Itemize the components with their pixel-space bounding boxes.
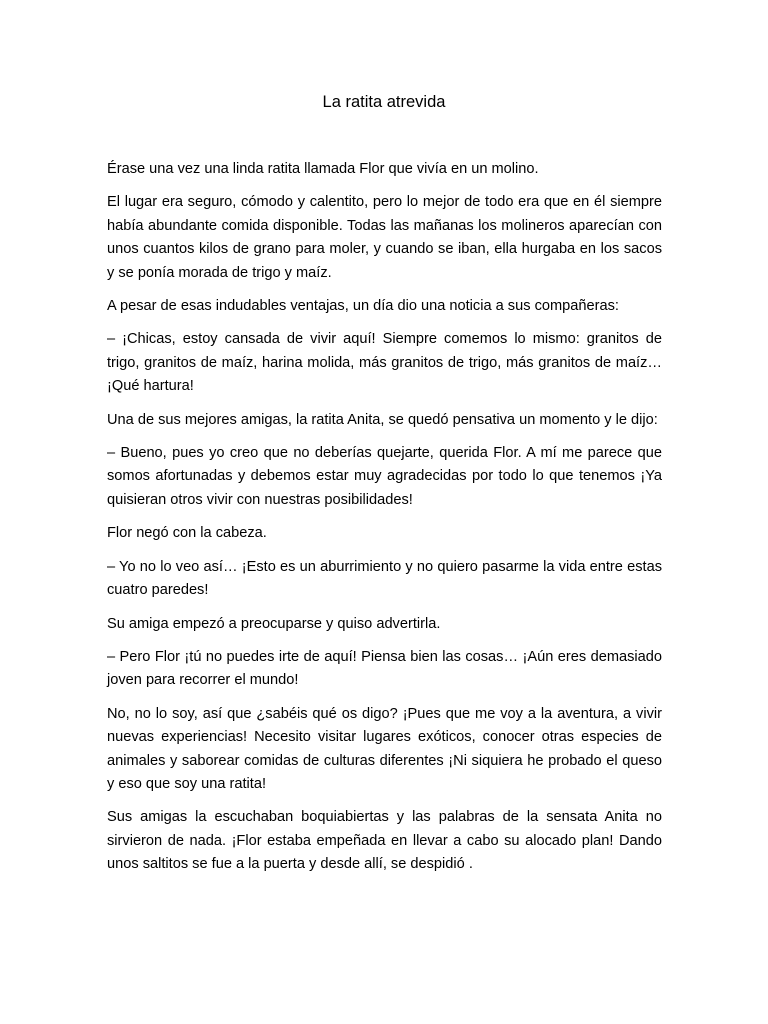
paragraph-9: Su amiga empezó a preocuparse y quiso advertirla. <box>107 615 441 632</box>
paragraph-6: – Bueno, pues yo creo que no deberías quejarte, querida Flor. A mí me parece que somos afortunadas y debemos estar muy agradecidas por todo lo que tenemos ¡Ya quisieran otros vivir con nuestras posibilidades! <box>107 445 662 508</box>
document-body <box>107 158 662 887</box>
paragraph-2: El lugar era seguro, cómodo y calentito, pero lo mejor de todo era que en él siempre había abundante comida disponible. Todas las mañanas los molineros aparecían con unos cuantos kilos de grano para moler, y cuando se iban, ella hurgaba en los sacos y se ponía morada de trigo y maíz. <box>107 194 662 281</box>
paragraph-12: Sus amigas la escuchaban boquiabiertas y las palabras de la sensata Anita no sirvieron de nada. ¡Flor estaba empeñada en llevar a cabo su alocado plan! Dando unos saltitos se fue a la puerta y desde allí, se despidió . <box>107 809 662 873</box>
paragraph-10: – Pero Flor ¡tú no puedes irte de aquí! Piensa bien las cosas… ¡Aún eres demasiado joven para recorrer el mundo! <box>107 648 662 689</box>
paragraph-1: Érase una vez una linda ratita llamada Flor que vivía en un molino. <box>107 161 539 177</box>
paragraph-5: Una de sus mejores amigas, la ratita Anita, se quedó pensativa un momento y le dijo: <box>107 411 658 428</box>
paragraph-3: A pesar de esas indudables ventajas, un día dio una noticia a sus compañeras: <box>107 298 619 315</box>
paragraph-11: No, no lo soy, así que ¿sabéis qué os digo? ¡Pues que me voy a la aventura, a vivir nuevas experiencias! Necesito visitar lugares exóticos, conocer otras especies de animales y saborear comidas de culturas diferentes ¡Ni siquiera he probado el queso y eso que soy una ratita! <box>107 705 662 792</box>
document-title: La ratita atrevida <box>322 93 446 111</box>
paragraph-8: – Yo no lo veo así… ¡Esto es un aburrimiento y no quiero pasarme la vida entre estas cuatro paredes! <box>107 558 662 599</box>
paragraph-7: Flor negó con la cabeza. <box>107 525 267 542</box>
paragraph-4: – ¡Chicas, estoy cansada de vivir aquí! Siempre comemos lo mismo: granitos de trigo, granitos de maíz, harina molida, más granitos de trigo, más granitos de maíz… ¡Qué hartura! <box>107 331 662 395</box>
